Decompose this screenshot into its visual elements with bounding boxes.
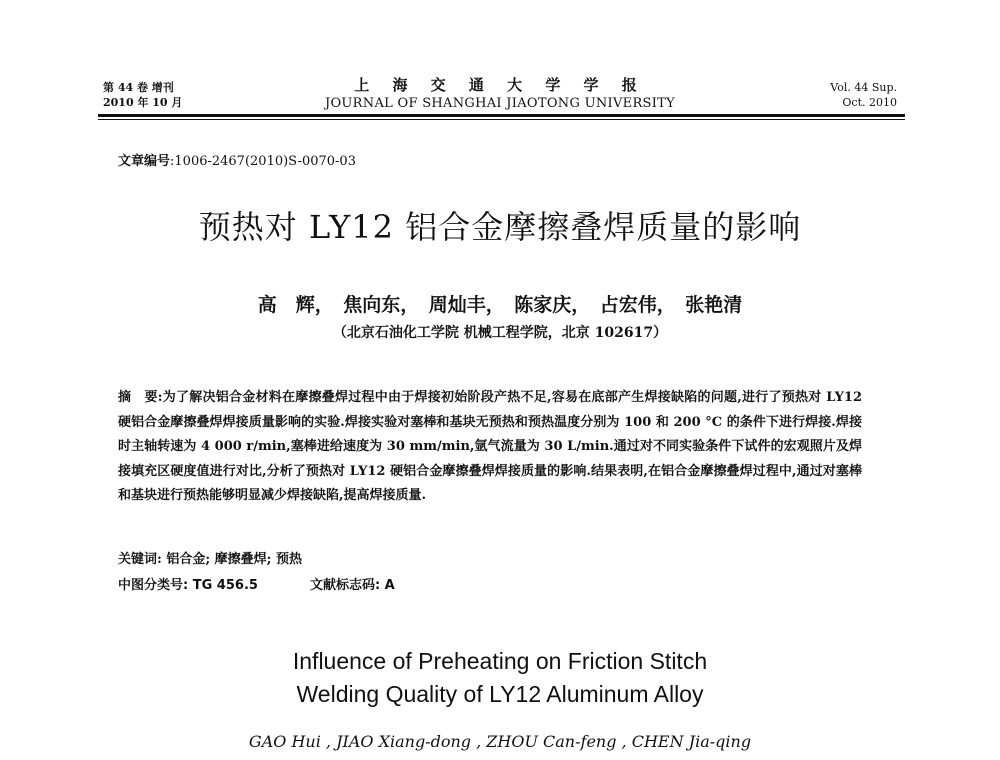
- header-date-en: Oct. 2010: [842, 96, 897, 109]
- paper-title-en-line2: Welding Quality of LY12 Aluminum Alloy: [296, 681, 704, 707]
- affiliation: （北京石油化工学院 机械工程学院，北京 102617）: [332, 325, 668, 341]
- article-number: [118, 150, 356, 169]
- doc-code-label: 文献标志码: [309, 578, 375, 593]
- header-rule-thin: [98, 119, 905, 120]
- author-list: 高 辉， 焦向东， 周灿丰， 陈家庆， 占宏伟， 张艳清: [257, 294, 743, 316]
- article-number-label: 文章编号: [118, 154, 171, 169]
- paper-title-en: [0, 645, 1000, 711]
- header-volume-en-issue: Vol. 44 Sup.: [830, 81, 897, 94]
- header-volume-en: [830, 80, 897, 110]
- header-date-cn: 2010 年 10 月: [103, 96, 183, 109]
- classification: [118, 574, 395, 593]
- doc-code-value: : A: [374, 578, 395, 593]
- keywords-label: 关键词: [118, 552, 158, 567]
- journal-name-cn: 上 海 交 通 大 学 学 报: [354, 76, 646, 94]
- keywords-text: : 铝合金; 摩擦叠焊; 预热: [157, 552, 302, 567]
- journal-name-en: JOURNAL OF SHANGHAI JIAOTONG UNIVERSITY: [324, 96, 676, 111]
- header-volume-cn-issue: 第 44 卷 增刊: [103, 81, 174, 94]
- abstract: [118, 386, 862, 509]
- author-list-en: GAO Hui , JIAO Xiang-dong , ZHOU Can-feng , CHEN Jia-qing: [248, 732, 752, 751]
- abstract-label: 摘 要: [118, 390, 158, 405]
- abstract-text: :为了解决铝合金材料在摩擦叠焊过程中由于焊接初始阶段产热不足,容易在底部产生焊接缺陷的问题,进行了预热对 LY12 硬铝合金摩擦叠焊焊接质量影响的实验.焊接实验对塞棒和基块无预热和预热温度分别为 100 和 200 °C 的条件下进行焊接.焊接时主轴转速为 4 000 r/min,塞棒进给速度为 30 mm/min,氩气流量为 30 L/min.通过对不同实验条件下试件的宏观照片及焊接填充区硬度值进行对比,分析了预热对 LY12 硬铝合金摩擦叠焊焊接质量的影响.结果表明,在铝合金摩擦叠焊过程中,通过对塞棒和基块进行预热能够明显减少焊接缺陷,提高焊接质量.: [118, 390, 862, 503]
- paper-title: 预热对 LY12 铝合金摩擦叠焊质量的影响: [198, 208, 802, 246]
- paper-title-en-line1: Influence of Preheating on Friction Stitch: [292, 648, 708, 674]
- article-number-value: :1006-2467(2010)S-0070-03: [170, 154, 356, 169]
- clc-label: 中图分类号: [118, 578, 184, 593]
- header-rule-thick: [98, 114, 905, 117]
- keywords: [118, 548, 302, 567]
- clc-value: : TG 456.5: [183, 578, 258, 593]
